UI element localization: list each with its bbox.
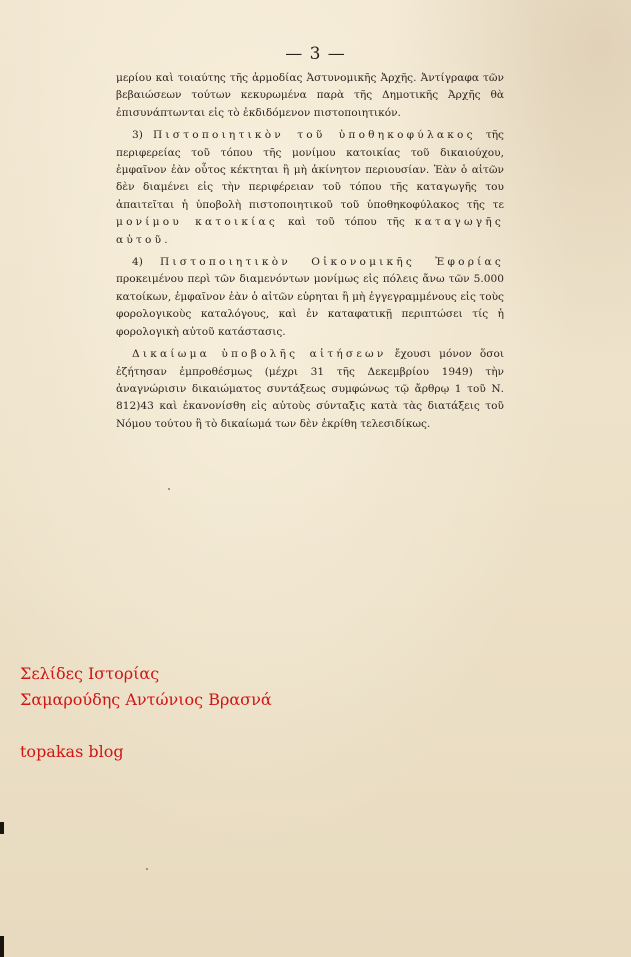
- paper-speck: [146, 868, 148, 870]
- paragraph-1-text: μερίου καὶ τοιαύτης τῆς ἁρμοδίας Ἀστυνομικῆς Ἀρχῆς. Ἀντίγραφα τῶν βεβαιώσεων τούτων κεκυρωμένα παρὰ τῆς Δημοτικῆς Ἀρχῆς θὰ ἐπισυνάπτωνται εἰς τὸ ἐκδιδόμενον πιστοποιητικόν.: [116, 72, 504, 119]
- paper-speck: [168, 488, 170, 490]
- paragraph-mortgage-certificate: [116, 127, 504, 249]
- application-right-title: Δικαίωμα ὑποβολῆς αἰτήσεων: [132, 348, 387, 361]
- paragraph-continuation: [116, 70, 504, 122]
- watermark-line-2: Σαμαρούδης Αντώνιος Βρασνά: [20, 690, 272, 709]
- tax-certificate-title: Πιστοποιητικὸν Οἰκονομικῆς Ἐφορίας: [159, 256, 504, 269]
- page-number: — 3 —: [285, 44, 346, 64]
- application-right-text: ἔχουσι μόνον ὅσοι ἐζήτησαν ἐμπροθέσμως (μέχρι 31 τῆς Δεκεμβρίου 1949) τὴν ἀναγνώρισιν δικαιώματος συντάξεως συμφώνως τῷ ἄρθρῳ 1 τοῦ Ν. 812)43 καὶ ἐκανονίσθη εἰς αὐτοὺς σύνταξις κατὰ τὰς διατάξεις τοῦ Νόμου τούτου ἢ τὸ δικαίωμά των δὲν ἐκρίθη τελεσιδίκως.: [116, 348, 504, 430]
- item-number-3: 3): [132, 129, 143, 142]
- item-number-4: 4): [132, 256, 143, 269]
- scan-edge-mark: [0, 936, 4, 957]
- paragraph-application-right: [116, 346, 504, 433]
- mortgage-certificate-text-1: τῆς περιφερείας τοῦ τόπου τῆς μονίμου κατοικίας τοῦ δικαιούχου, ἐμφαῖνον ἐὰν οὗτος κέκτηται ἢ μὴ ἀκίνητον περιουσίαν. Ἐὰν ὁ αἰτῶν δὲν διαμένει εἰς τὴν περιφέρειαν τοῦ τόπου τῆς καταγωγῆς του ἀπαιτεῖται ἡ ὑποβολὴ πιστοποιητικοῦ τοῦ ὑποθηκοφύλακος τῆς τε: [116, 129, 504, 211]
- permanent-residence-phrase: μονίμου κατοικίας: [116, 216, 278, 229]
- document-body: [116, 70, 504, 438]
- tax-certificate-text: προκειμένου περὶ τῶν διαμενόντων μονίμως εἰς πόλεις ἄνω τῶν 5.000 κατοίκων, ἐμφαῖνον ἐὰν ὁ αἰτῶν εὑρηται ἢ μὴ ἐγγεγραμμένους εἰς τοὺς φορολογικοὺς καταλόγους, καὶ ἐν καταφατικῇ περιπτώσει τίς ἡ φορολογικὴ αὐτοῦ κατάστασις.: [116, 273, 504, 338]
- paragraph-tax-certificate: [116, 254, 504, 341]
- origin-phrase: καταγωγῆς αὐτοῦ.: [116, 216, 504, 246]
- mortgage-certificate-title: Πιστοποιητικὸν τοῦ ὑποθηκοφύλακος: [152, 129, 476, 142]
- mortgage-certificate-text-2: καὶ τοῦ τόπου τῆς: [288, 216, 405, 229]
- watermark-line-3: topakas blog: [20, 742, 124, 761]
- scan-edge-mark: [0, 822, 4, 834]
- watermark-line-1: Σελίδες Ιστορίας: [20, 664, 160, 683]
